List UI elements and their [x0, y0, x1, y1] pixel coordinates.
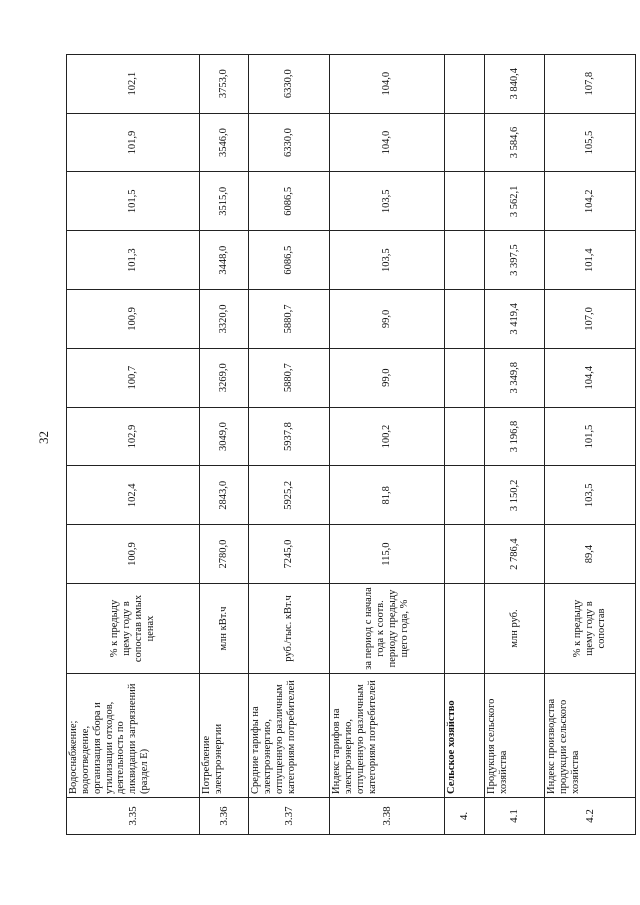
value-cell [444, 525, 484, 584]
indicator-name: Потребление электроэнергии [199, 674, 248, 798]
row-index: 3.38 [330, 798, 445, 835]
value-cell [444, 466, 484, 525]
value-cell: 81,8 [330, 466, 445, 525]
value-cell: 6330,0 [249, 113, 330, 172]
table-row [330, 54, 445, 834]
table-row [249, 54, 330, 834]
table-row [544, 54, 635, 834]
row-index: 3.37 [249, 798, 330, 835]
value-cell [444, 172, 484, 231]
value-cell: 5880,7 [249, 348, 330, 407]
value-cell: 102,4 [67, 466, 200, 525]
value-cell: 3 397,5 [485, 231, 545, 290]
value-cell: 5880,7 [249, 290, 330, 349]
value-cell: 101,5 [67, 172, 200, 231]
value-cell: 5925,2 [249, 466, 330, 525]
value-cell: 3753,0 [199, 54, 248, 113]
row-index: 3.36 [199, 798, 248, 835]
value-cell: 3 584,6 [485, 113, 545, 172]
value-cell: 3 419,4 [485, 290, 545, 349]
value-cell: 107,0 [544, 290, 635, 349]
table-row [199, 54, 248, 834]
value-cell: 101,9 [67, 113, 200, 172]
indicator-name: Сельское хозяйство [444, 674, 484, 798]
value-cell: 103,5 [330, 172, 445, 231]
unit-cell: млн кВт.ч [199, 584, 248, 674]
unit-cell: за период с начала года к соотв. периоду предыду щего года, % [330, 584, 445, 674]
value-cell: 2 786,4 [485, 525, 545, 584]
value-cell: 2780,0 [199, 525, 248, 584]
indicator-name: Водоснабжение; водоотведение, организация сбора и утилизации отходов, деятельность по ликвидации загрязнений (раздел Е) [67, 674, 200, 798]
value-cell: 5937,8 [249, 407, 330, 466]
unit-cell: руб./тыс. кВт.ч [249, 584, 330, 674]
value-cell: 3049,0 [199, 407, 248, 466]
value-cell: 103,5 [544, 466, 635, 525]
value-cell: 3 196,8 [485, 407, 545, 466]
value-cell: 3 840,4 [485, 54, 545, 113]
value-cell: 6330,0 [249, 54, 330, 113]
value-cell: 101,3 [67, 231, 200, 290]
value-cell [444, 290, 484, 349]
value-cell [444, 113, 484, 172]
value-cell: 103,5 [330, 231, 445, 290]
value-cell: 3320,0 [199, 290, 248, 349]
indicator-name: Индекс тарифов на электроэнергию, отпущенную различным категориям потребителей [330, 674, 445, 798]
value-cell: 104,2 [544, 172, 635, 231]
value-cell: 3546,0 [199, 113, 248, 172]
value-cell: 115,0 [330, 525, 445, 584]
value-cell: 3 349,8 [485, 348, 545, 407]
value-cell: 101,4 [544, 231, 635, 290]
value-cell: 100,9 [67, 525, 200, 584]
indicator-name: Индекс производства продукции сельского хозяйства [544, 674, 635, 798]
table-row [485, 54, 545, 834]
unit-cell: % к предыду щему году в сопостав имых ценах [67, 584, 200, 674]
value-cell: 2843,0 [199, 466, 248, 525]
unit-cell: % к предыду щему году в сопостав [544, 584, 635, 674]
row-index: 3.35 [67, 798, 200, 835]
value-cell: 104,0 [330, 113, 445, 172]
indicator-name: Продукция сельского хозяйства [485, 674, 545, 798]
value-cell: 102,9 [67, 407, 200, 466]
value-cell: 6086,5 [249, 231, 330, 290]
value-cell: 100,9 [67, 290, 200, 349]
row-index: 4. [444, 798, 484, 835]
indicator-name: Средние тарифы на электроэнергию, отпущенную различным категориям потребителей [249, 674, 330, 798]
value-cell: 104,0 [330, 54, 445, 113]
value-cell: 99,0 [330, 348, 445, 407]
unit-cell: млн руб. [485, 584, 545, 674]
value-cell: 104,4 [544, 348, 635, 407]
value-cell [444, 348, 484, 407]
row-index: 4.2 [544, 798, 635, 835]
value-cell: 3269,0 [199, 348, 248, 407]
value-cell: 3448,0 [199, 231, 248, 290]
value-cell: 101,5 [544, 407, 635, 466]
value-cell [444, 407, 484, 466]
value-cell: 105,5 [544, 113, 635, 172]
value-cell: 107,8 [544, 54, 635, 113]
value-cell [444, 54, 484, 113]
value-cell: 102,1 [67, 54, 200, 113]
value-cell: 3 562,1 [485, 172, 545, 231]
value-cell: 99,0 [330, 290, 445, 349]
page-number: 32 [36, 431, 51, 444]
forecast-table [66, 55, 636, 835]
table-row [67, 54, 200, 834]
value-cell: 89,4 [544, 525, 635, 584]
value-cell: 3 150,2 [485, 466, 545, 525]
table-row [444, 54, 484, 834]
row-index: 4.1 [485, 798, 545, 835]
value-cell: 100,7 [67, 348, 200, 407]
unit-cell [444, 584, 484, 674]
value-cell [444, 231, 484, 290]
value-cell: 3515,0 [199, 172, 248, 231]
value-cell: 6086,5 [249, 172, 330, 231]
value-cell: 100,2 [330, 407, 445, 466]
value-cell: 7245,0 [249, 525, 330, 584]
